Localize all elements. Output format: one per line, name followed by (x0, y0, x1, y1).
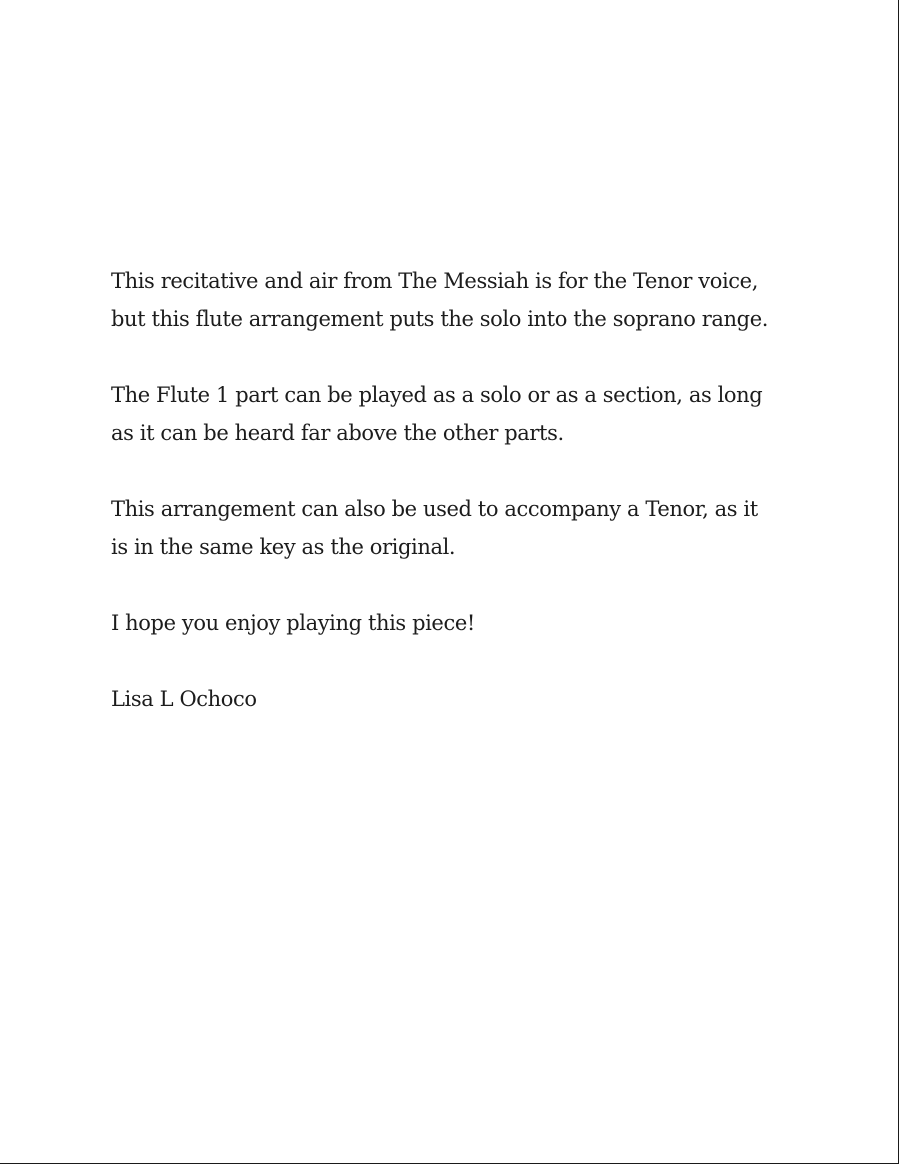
paragraph-line: The Flute 1 part can be played as a solo or as a section, as long (111, 383, 763, 407)
paragraph-line: is in the same key as the original. (111, 535, 456, 559)
paragraph-line: This recitative and air from The Messiah is for the Tenor voice, (111, 269, 758, 293)
signature (111, 680, 791, 718)
paragraph-accompaniment-note (111, 490, 791, 566)
signature-name: Lisa L Ochoco (111, 687, 257, 711)
paragraph-closing (111, 604, 791, 642)
paragraph-flute-part-note (111, 376, 791, 452)
paragraph-tenor-note (111, 262, 791, 338)
paragraph-line: as it can be heard far above the other parts. (111, 421, 564, 445)
paragraph-line: This arrangement can also be used to accompany a Tenor, as it (111, 497, 758, 521)
paragraph-line: I hope you enjoy playing this piece! (111, 611, 475, 635)
document-body (111, 262, 791, 756)
paragraph-line: but this flute arrangement puts the solo into the soprano range. (111, 307, 769, 331)
